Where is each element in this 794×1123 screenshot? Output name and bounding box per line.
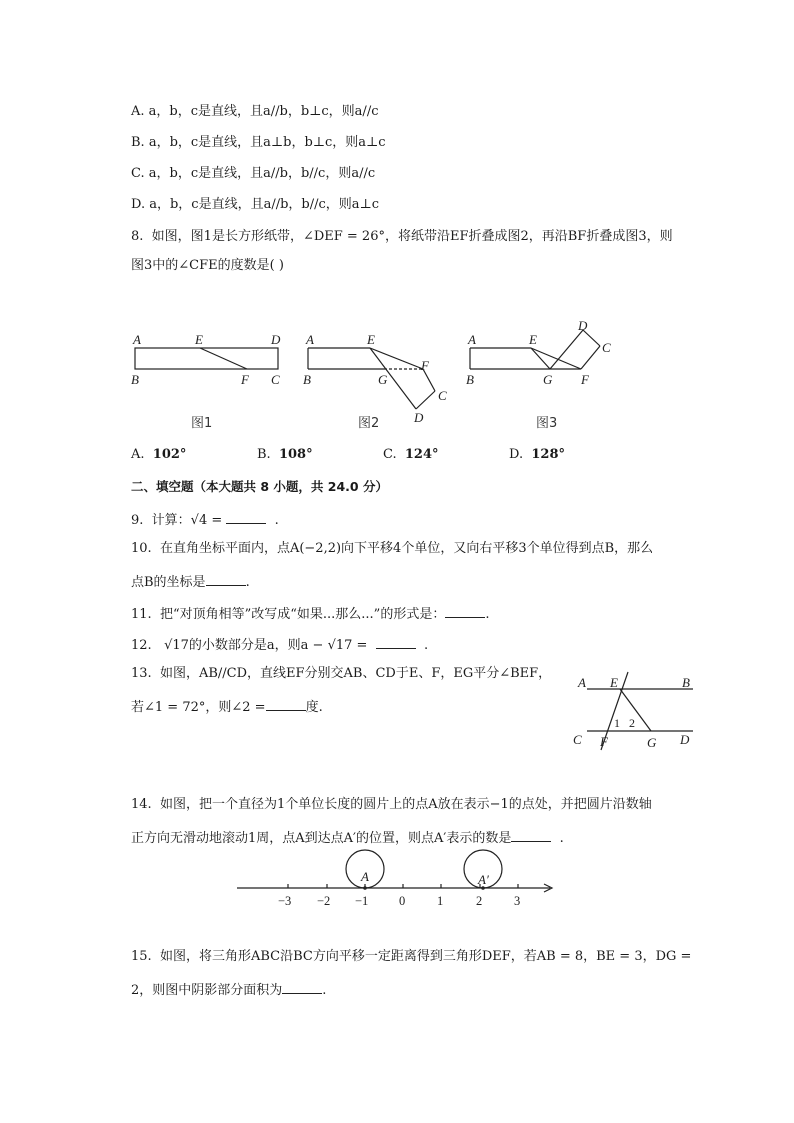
figure-2 — [308, 348, 435, 409]
question-number: 12. — [131, 638, 152, 653]
point-a-prime-label: A′ — [478, 872, 489, 887]
q7-option-b — [131, 134, 386, 152]
q14-number-line — [230, 848, 565, 913]
label-a: A — [468, 332, 476, 347]
q7-option-c — [131, 165, 375, 183]
label-d: D — [578, 318, 588, 333]
label-c: C — [573, 732, 582, 747]
punctuation: . — [423, 638, 429, 653]
answer-blank[interactable] — [266, 696, 306, 711]
tick-label: −2 — [317, 894, 331, 908]
option-text: a，b，c是直线，且a//b，b//c，则a//c — [148, 166, 376, 181]
unit-text: 度. — [305, 700, 323, 715]
label-c: C — [271, 372, 280, 387]
label-f: F — [600, 734, 608, 749]
label-f: F — [581, 372, 589, 387]
label-e: E — [610, 675, 618, 690]
q13-line1 — [131, 665, 551, 683]
angle-2-label: 2 — [629, 716, 635, 730]
punctuation: . — [274, 513, 279, 528]
answer-blank[interactable] — [206, 571, 246, 586]
question-text: 如图，将三角形ABC沿BC方向平移一定距离得到三角形DEF，若AB = 8，BE = 3，DG = — [159, 949, 692, 964]
option-text: a，b，c是直线，且a//b，b⊥c，则a//c — [148, 104, 379, 119]
question-number: 11. — [131, 607, 152, 622]
label-b: B — [466, 372, 474, 387]
label-a: A — [578, 675, 586, 690]
q11 — [131, 603, 489, 624]
question-number: 10. — [131, 541, 152, 556]
q8-figure — [125, 318, 625, 438]
question-text: 如图，图1是长方形纸带，∠DEF = 26°，将纸带沿EF折叠成图2，再沿BF折叠成图3，则 — [151, 229, 673, 244]
punctuation: . — [322, 983, 327, 998]
q8-option-d — [509, 447, 565, 462]
figure-1 — [135, 348, 278, 369]
tick-label: 1 — [437, 894, 444, 908]
label-e: E — [529, 332, 537, 347]
section-title: 二、填空题（本大题共 8 小题，共 24.0 分） — [131, 479, 388, 494]
tick-label: 2 — [476, 894, 483, 908]
option-value: 108° — [278, 447, 313, 462]
answer-blank[interactable] — [511, 827, 551, 842]
option-text: a，b，c是直线，且a//b，b//c，则a⊥c — [149, 197, 380, 212]
label-b: B — [303, 372, 311, 387]
option-text: a，b，c是直线，且a⊥b，b⊥c，则a⊥c — [148, 135, 386, 150]
question-number: 13. — [131, 666, 152, 681]
label-b: B — [682, 675, 690, 690]
tick-label: −1 — [355, 894, 369, 908]
option-value: 128° — [531, 447, 565, 462]
label-f: F — [421, 358, 429, 373]
fig-caption-2: 图2 — [358, 416, 380, 431]
option-label: B. — [131, 135, 145, 150]
question-text: √17的小数部分是a，则a − √17 = — [164, 638, 368, 653]
question-text: 把“对顶角相等”改写成“如果...那么...”的形式是： — [159, 607, 446, 622]
answer-blank[interactable] — [445, 603, 485, 618]
option-label: B. — [257, 447, 271, 462]
question-text: 如图，AB//CD，直线EF分别交AB、CD于E、F，EG平分∠BEF， — [159, 666, 552, 681]
q8-option-a — [131, 447, 186, 462]
question-text: 若∠1 = 72°，则∠2 = — [131, 700, 266, 715]
tick-label: 3 — [514, 894, 521, 908]
question-number: 15. — [131, 949, 152, 964]
label-b: B — [131, 372, 139, 387]
label-e: E — [195, 332, 203, 347]
q14-line2 — [131, 827, 564, 848]
label-a: A — [133, 332, 141, 347]
question-text: 在直角坐标平面内，点A(−2,2)向下平移4个单位，又向右平移3个单位得到点B，那么 — [159, 541, 654, 556]
option-label: A. — [131, 447, 145, 462]
question-number: 9. — [131, 513, 144, 528]
question-number: 8. — [131, 229, 144, 244]
q14-line1 — [131, 796, 652, 814]
q9 — [131, 509, 279, 530]
q8-line1 — [131, 228, 673, 246]
q10-line1 — [131, 540, 653, 558]
answer-blank[interactable] — [282, 979, 322, 994]
q10-line2 — [131, 571, 250, 592]
option-label: C. — [131, 166, 145, 181]
label-g: G — [543, 372, 553, 387]
option-value: 124° — [404, 447, 439, 462]
answer-blank[interactable] — [226, 509, 266, 524]
label-a: A — [306, 332, 314, 347]
punctuation: . — [245, 575, 250, 590]
option-label: C. — [383, 447, 397, 462]
q7-option-d — [131, 196, 379, 214]
q8-option-c — [383, 447, 439, 462]
label-c: C — [602, 340, 611, 355]
label-d: D — [271, 332, 281, 347]
q15-line1 — [131, 948, 691, 966]
question-text: 2，则图中阴影部分面积为 — [131, 983, 283, 998]
option-label: D. — [131, 197, 146, 212]
q13-figure — [570, 670, 700, 755]
label-d: D — [680, 732, 690, 747]
q12 — [131, 634, 428, 655]
option-value: 102° — [152, 447, 187, 462]
q15-line2 — [131, 979, 326, 1000]
tick-label: −3 — [278, 894, 292, 908]
punctuation: . — [559, 831, 564, 846]
tick-label: 0 — [399, 894, 406, 908]
q8-option-b — [257, 447, 313, 462]
label-g: G — [647, 735, 657, 750]
question-text: 如图，把一个直径为1个单位长度的圆片上的点A放在表示−1的点处，并把圆片沿数轴 — [159, 797, 652, 812]
answer-blank[interactable] — [376, 634, 416, 649]
label-d: D — [414, 410, 424, 425]
question-text: 正方向无滑动地滚动1周，点A到达点A′的位置，则点A′表示的数是 — [131, 831, 512, 846]
fig-caption-3: 图3 — [536, 416, 558, 431]
angle-1-label: 1 — [614, 716, 620, 730]
option-label: D. — [509, 447, 524, 462]
option-label: A. — [131, 104, 145, 119]
label-c: C — [438, 388, 447, 403]
q7-option-a — [131, 103, 378, 121]
label-e: E — [367, 332, 375, 347]
q8-line2: 图3中的∠CFE的度数是( ) — [131, 258, 284, 273]
question-text: 计算：√4 = — [151, 513, 223, 528]
label-g: G — [378, 372, 388, 387]
fig-caption-1: 图1 — [191, 416, 213, 431]
point-a-label: A — [361, 869, 369, 884]
label-f: F — [241, 372, 249, 387]
question-number: 14. — [131, 797, 152, 812]
punctuation: . — [485, 607, 490, 622]
question-text: 点B的坐标是 — [131, 575, 206, 590]
q13-line2 — [131, 696, 323, 717]
